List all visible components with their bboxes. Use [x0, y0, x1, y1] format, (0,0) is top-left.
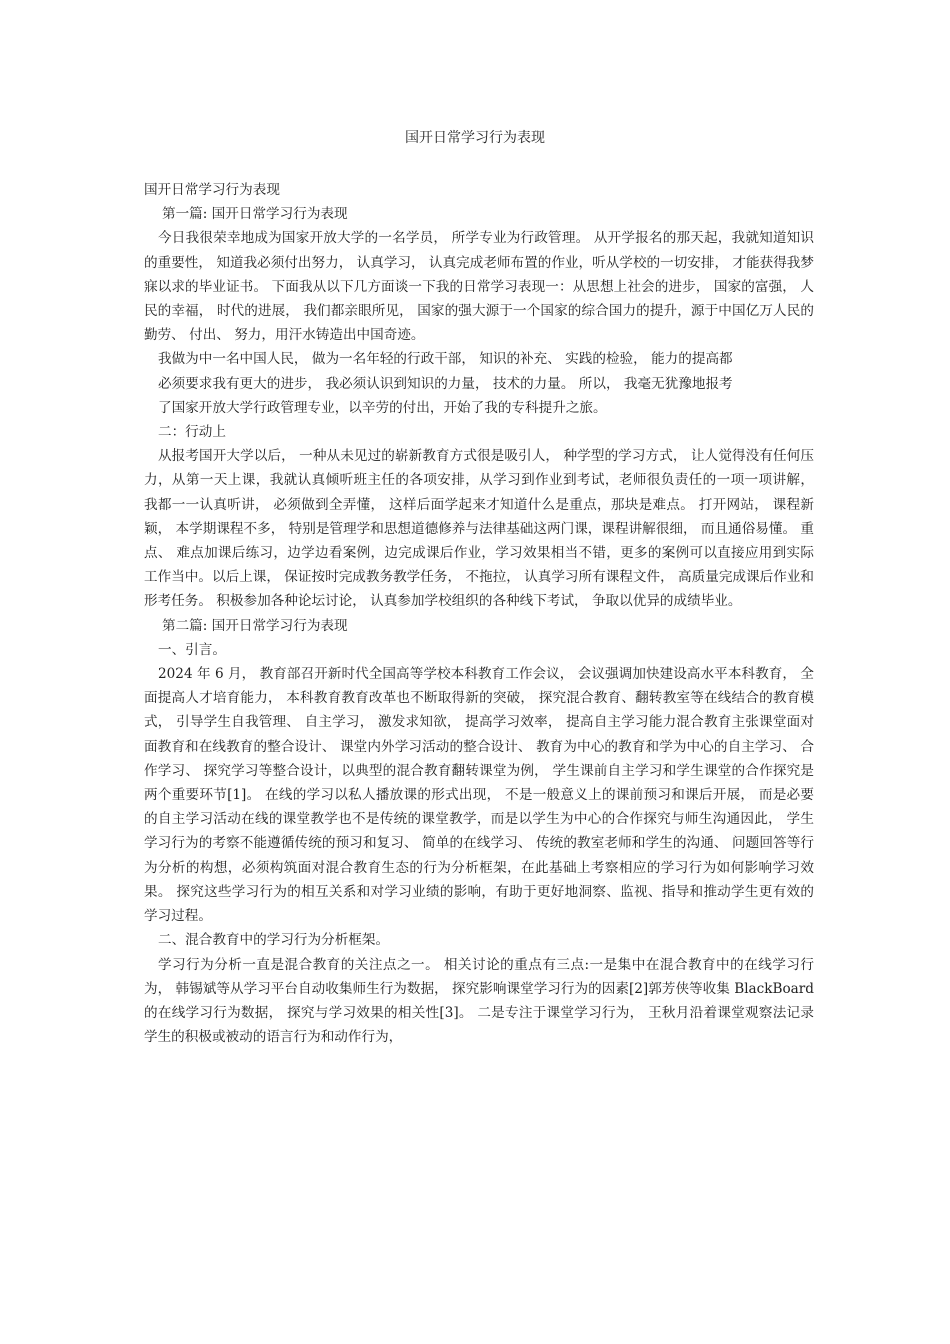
section-heading-2: 第二篇: 国开日常学习行为表现	[162, 617, 348, 634]
paragraph-11: 2024 年 6 月， 教育部召开新时代全国高等学校本科教育工作会议， 会议强调加快建设高水平本科教育， 全面提高人才培育能力， 本科教育教育改革也不断取得新的突破， 探究混合教育、翻转教室等在线结合的教育模式， 引导学生自我管理、 自主学习， 激发求知欲， 提高学习效率， 提高自主学习能力混合教育主张课堂面对面教育和在线教育的整合设计、 课堂内外学习活动的整合设计、 教育为中心的教育和学为中心的自主学习、 合作学习、 探究学习等整合设计，以典型的混合教育翻转课堂为例， 学生课前自主学习和学生课堂的合作探究是两个重要环节[1]。 在线的学习以私人播放课的形式出现， 不是一般意义上的课前预习和课后开展， 而是必要的自主学习活动在线的课堂教学也不是传统的课堂教学，而是以学生为中心的合作探究与师生沟通因此， 学生学习行为的考察不能遵循传统的预习和复习、 简单的在线学习、 传统的教室老师和学生的沟通、 问题回答等行为分析的构想，必须构筑面对混合教育生态的行为分析框架，在此基础上考察相应的学习行为如何影响学习效果。 探究这些学习行为的相互关系和对学习业绩的影响，有助于更好地洞察、监视、指导和推动学生更有效的学习过程。	[144, 666, 814, 925]
paragraph-3: 今日我很荣幸地成为国家开放大学的一名学员， 所学专业为行政管理。 从开学报名的那天起，我就知道知识的重要性， 知道我必须付出努力， 认真学习， 认真完成老师布置的作业，听从学校的一切安排， 才能获得我梦寐以求的毕业证书。 下面我从以下几方面谈一下我的日常学习表现一：从思想上社会的进步， 国家的富强， 人民的幸福， 时代的进展， 我们都亲眼所见， 国家的强大源于一个国家的综合国力的提升，源于中国亿万人民的勤劳、 付出、 努力，用汗水铸造出中国奇迹。	[144, 230, 814, 344]
subheading-action: 二：行动上	[158, 424, 226, 441]
subheading-introduction: 一、引言。	[158, 641, 226, 658]
section-heading-1: 第一篇: 国开日常学习行为表现	[162, 206, 348, 223]
document-body	[144, 178, 819, 1049]
paragraph-5: 必须要求我有更大的进步， 我必须认识到知识的力量， 技术的力量。 所以， 我毫无犹豫地报考	[158, 375, 733, 392]
paragraph-1: 国开日常学习行为表现	[144, 182, 280, 198]
paragraph-6: 了国家开放大学行政管理专业，以辛劳的付出，开始了我的专科提升之旅。	[158, 399, 607, 416]
paragraph-13: 学习行为分析一直是混合教育的关注点之一。 相关讨论的重点有三点:一是集中在混合教育中的在线学习行为， 韩锡斌等从学习平台自动收集师生行为数据， 探究影响课堂学习行为的因素[2]郭芳侠等收集 BlackBoard 的在线学习行为数据， 探究与学习效果的相关性[3]。 二是专注于课堂学习行为， 王秋月沿着课堂观察法记录学生的积极或被动的语言行为和动作行为，	[144, 956, 819, 1046]
paragraph-4: 我做为中一名中国人民， 做为一名年轻的行政干部， 知识的补充、 实践的检验， 能力的提高都	[158, 351, 733, 368]
subheading-framework: 二、混合教育中的学习行为分析框架。	[158, 932, 390, 949]
document-title: 国开日常学习行为表现	[405, 130, 545, 146]
paragraph-8: 从报考国开大学以后， 一种从未见过的崭新教育方式很是吸引人， 种学型的学习方式， 让人觉得没有任何压力，从第一天上课，我就认真倾听班主任的各项安排，从学习到作业到考试，老师很负责任的一项一项讲解， 我都一一认真听讲， 必须做到全弄懂， 这样后面学起来才知道什么是重点，那块是难点。 打开网站， 课程新颖， 本学期课程不多， 特别是管理学和思想道德修养与法律基础这两门课，课程讲解很细， 而且通俗易懂。 重点、 难点加课后练习，边学边看案例，边完成课后作业，学习效果相当不错，更多的案例可以直接应用到实际工作当中。以后上课， 保证按时完成教务教学任务， 不拖拉， 认真学习所有课程文件， 高质量完成课后作业和形考任务。 积极参加各种论坛讨论， 认真参加学校组织的各种线下考试， 争取以优异的成绩毕业。	[144, 448, 819, 610]
